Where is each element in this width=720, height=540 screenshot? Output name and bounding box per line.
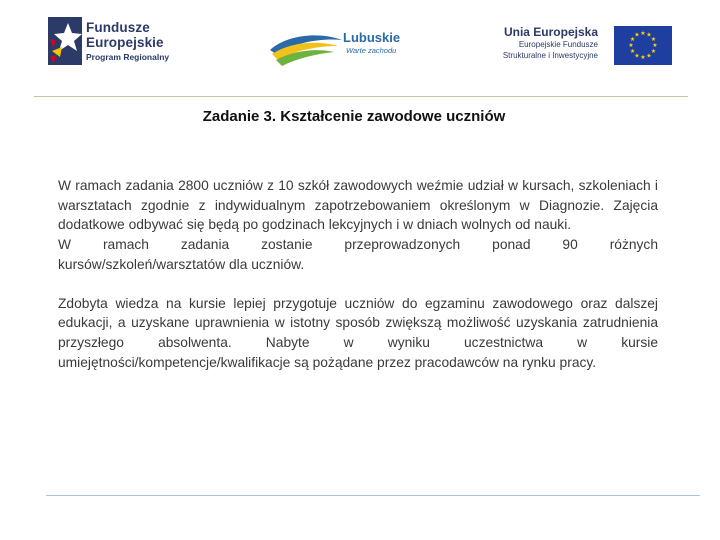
svg-text:★: ★: [650, 36, 657, 43]
fundusze-europejskie-emblem-icon: [48, 17, 84, 65]
svg-text:★: ★: [629, 48, 636, 55]
paragraph-2-line-2: kursów/szkoleń/warsztatów dla uczniów.: [58, 256, 305, 272]
footer-divider: [46, 495, 700, 496]
eu-flag-icon: [614, 26, 672, 65]
page-title: Zadanie 3. Kształcenie zawodowe uczniów: [202, 108, 506, 125]
svg-text:★: ★: [640, 54, 646, 61]
header-divider: [34, 96, 688, 97]
ue-subtitle-2: Strukturalne i Inwestycyjne: [502, 51, 598, 60]
lubuskie-swoosh-icon: [268, 28, 344, 68]
unia-europejska-logo: [488, 24, 678, 68]
fundusze-line2: Europejskie: [86, 34, 164, 50]
svg-text:★: ★: [650, 48, 657, 55]
lubuskie-name: Lubuskie: [343, 30, 401, 45]
paragraph-2-line-1: W ramach zadania zostanie przeprowadzonych ponad 90 różnych: [58, 237, 658, 253]
paragraph-1: W ramach zadania 2800 uczniów z 10 szkół zawodowych weźmie udział w kursach, szkoleniach i warsztatach zgodnie z indywidualnym zapotrzebowaniem określonym w Diagnozie. Zajęcia dodatkowe odbywać się będą po godzinach lekcyjnych i w dniach wolnych od nauki.: [58, 178, 658, 233]
svg-text:★: ★: [629, 36, 636, 43]
svg-text:★: ★: [652, 42, 658, 49]
paragraph-3: Zdobyta wiedza na kursie lepiej przygotuje uczniów do egzaminu zawodowego oraz dalszej edukacji, a uzyskane uprawnienia w istotny sposób zwiększą możliwość uzyskania zatrudnienia przyszłego absolwenta. Nabyte w wyniku uczestnictwa w kursie umiejętności/kompetencje/kwalifikacje są pożądane przez pracodawców na rynku pracy.: [58, 295, 658, 370]
fundusze-line1: Fundusze: [86, 20, 150, 35]
logo-bar: [0, 0, 720, 92]
lubuskie-logo: [268, 28, 408, 68]
svg-text:★: ★: [634, 31, 640, 39]
svg-text:★: ★: [646, 31, 652, 39]
svg-text:★: ★: [634, 52, 640, 60]
body-text: [58, 176, 658, 372]
ue-title: Unia Europejska: [503, 25, 598, 39]
svg-text:★: ★: [646, 52, 652, 60]
ue-subtitle-1: Europejskie Fundusze: [518, 40, 598, 49]
lubuskie-tagline: Warte zachodu: [346, 46, 397, 55]
svg-text:★: ★: [628, 42, 634, 49]
fundusze-line3: Program Regionalny: [86, 52, 170, 62]
fundusze-europejskie-logo: [48, 17, 188, 67]
svg-text:★: ★: [640, 30, 646, 37]
